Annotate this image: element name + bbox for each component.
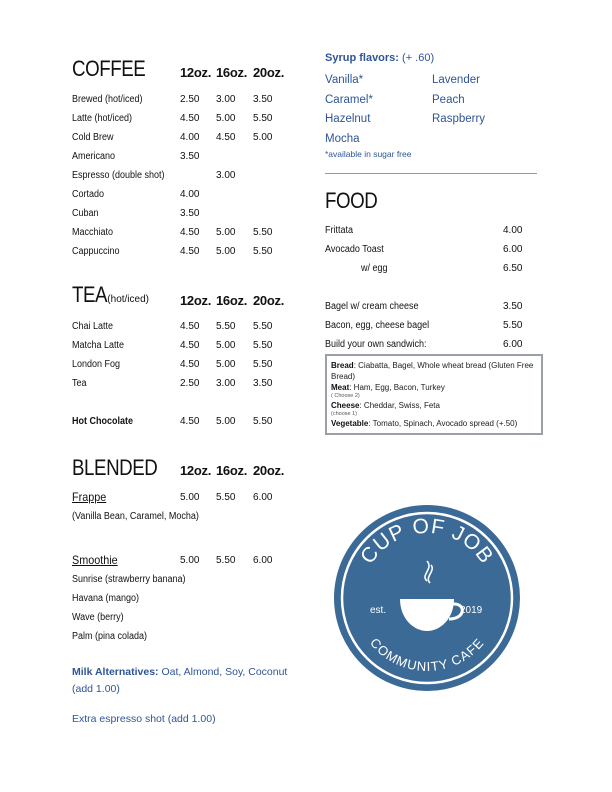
item-price: 4.00 [503,225,523,236]
coffee-size-16: 16oz. [216,65,248,80]
frappe-block [72,488,312,526]
syrup-label: Syrup flavors: [325,52,399,64]
item-name: Brewed (hot/iced) [72,94,143,105]
milk-alternatives [72,664,302,698]
list-item [72,608,312,627]
logo-bottom-text: COMMUNITY CAFE [367,635,487,675]
price-16: 5.00 [216,227,236,238]
item-name: Espresso (double shot) [72,170,165,181]
menu-row [72,336,312,355]
syrup-flavor: Vanilla* [325,74,364,86]
menu-row [72,488,312,507]
price-20: 5.50 [253,416,273,427]
menu-row [72,223,312,242]
coffee-heading: COFFEE [72,56,146,81]
price-12: 2.50 [180,378,200,389]
smoothie-flavor: Wave (berry) [72,612,124,623]
item-name: Bacon, egg, cheese bagel [325,320,430,331]
price-12: 4.50 [180,321,200,332]
item-name: Americano [72,151,116,162]
price-16: 5.00 [216,416,236,427]
list-item [72,589,312,608]
tea-list [72,317,312,431]
syrup-flavor: Caramel* [325,93,373,106]
tea-size-12: 12oz. [180,293,212,308]
smoothie-block [72,551,312,646]
milk-options: Oat, Almond, Soy, Coconut [158,666,288,678]
price-20: 5.50 [253,321,273,332]
item-name: w/ egg [361,263,388,274]
menu-row [72,374,312,393]
item-name: Cappuccino [72,246,120,257]
tea-heading-wrap [72,282,149,308]
price-16: 5.00 [216,113,236,124]
syrup-note: *available in sugar free [325,149,412,159]
menu-row [72,109,312,128]
price-12: 4.00 [180,189,200,200]
tea-size-16: 16oz. [216,293,248,308]
menu-row [72,147,312,166]
menu-row [325,297,525,316]
item-name: Cortado [72,189,105,200]
smoothie-name: Smoothie [72,553,118,567]
price-12: 4.50 [180,416,200,427]
cheese-label: Cheese [331,401,360,410]
price-20: 5.50 [253,359,273,370]
extra-shot: Extra espresso shot (add 1.00) [72,713,216,725]
item-price: 6.00 [503,244,523,255]
menu-row [325,240,525,259]
frappe-flavors-row [72,507,312,526]
price-20: 5.50 [253,227,273,238]
list-item [72,627,312,646]
item-name: Cuban [72,208,99,219]
cafe-logo [332,503,522,693]
price-16: 5.50 [216,492,236,503]
smoothie-flavor: Havana (mango) [72,593,140,604]
menu-row [325,316,525,335]
price-12: 4.00 [180,132,200,143]
blended-size-20: 20oz. [253,463,285,478]
price-12: 5.00 [180,492,200,503]
meat-label: Meat [331,383,350,392]
syrup-flavor: Hazelnut [325,113,371,125]
milk-label: Milk Alternatives: [72,666,159,678]
coffee-list [72,90,312,261]
meat-line [331,382,537,393]
item-price: 6.50 [503,263,523,274]
coffee-size-12: 12oz. [180,65,212,80]
menu-row [325,259,525,278]
tea-size-20: 20oz. [253,293,285,308]
price-12: 3.50 [180,208,200,219]
price-20: 5.50 [253,340,273,351]
menu-row [325,335,525,354]
list-item [72,570,312,589]
milk-add: (add 1.00) [72,683,120,695]
price-16: 5.00 [216,340,236,351]
logo-est: est. [370,605,387,616]
item-price: 6.00 [503,339,523,350]
price-12: 3.50 [180,151,200,162]
syrup-flavor: Mocha [325,132,360,145]
frappe-flavors: (Vanilla Bean, Caramel, Mocha) [72,511,199,522]
item-name: Tea [72,378,87,389]
item-name: Frittata [325,225,354,236]
vegetable-options: : Tomato, Spinach, Avocado spread (+.50) [368,419,518,428]
menu-row [72,317,312,336]
price-12: 4.50 [180,340,200,351]
blended-heading: BLENDED [72,455,158,480]
blended-size-12: 12oz. [180,463,212,478]
smoothie-flavor: Palm (pina colada) [72,631,148,642]
cheese-options: : Cheddar, Swiss, Feta [359,401,440,410]
syrup-flavor: Peach [432,93,465,106]
frappe-name: Frappe [72,490,107,504]
menu-row [72,90,312,109]
meat-note: ( Choose 2) [331,393,360,399]
price-12: 4.50 [180,227,200,238]
item-name: Matcha Latte [72,340,125,351]
cheese-line [331,400,537,411]
price-12: 5.00 [180,555,200,566]
price-20: 5.50 [253,113,273,124]
logo-year: 2019 [460,605,483,616]
price-16: 3.00 [216,378,236,389]
syrup-flavor: Lavender [432,74,480,86]
hot-chocolate-name: Hot Chocolate [72,416,134,427]
price-20: 3.50 [253,378,273,389]
coffee-size-20: 20oz. [253,65,285,80]
price-20: 5.50 [253,246,273,257]
divider [325,173,537,174]
syrup-col-2 [432,71,485,130]
logo-top-text: CUP OF JOB [356,514,499,569]
item-name: Macchiato [72,227,114,238]
price-16: 5.50 [216,321,236,332]
item-price: 5.50 [503,320,523,331]
cheese-note: (choose 1) [331,411,357,417]
syrup-flavor: Raspberry [432,113,486,125]
menu-row [72,204,312,223]
price-12: 4.50 [180,359,200,370]
menu-row [72,551,312,570]
syrup-col-1 [325,71,373,149]
price-12: 2.50 [180,94,200,105]
item-name: Build your own sandwich: [325,339,427,350]
menu-row [325,221,525,240]
price-16: 5.00 [216,246,236,257]
price-20: 6.00 [253,492,273,503]
meat-options: : Ham, Egg, Bacon, Turkey [349,383,445,392]
menu-row [72,185,312,204]
bread-line [331,360,537,382]
menu-row [72,128,312,147]
blended-size-16: 16oz. [216,463,248,478]
vegetable-label: Vegetable [331,419,369,428]
item-name: Cold Brew [72,132,114,143]
price-16: 5.00 [216,359,236,370]
item-name: Latte (hot/iced) [72,113,133,124]
price-16: 4.50 [216,132,236,143]
menu-row [72,355,312,374]
bread-label: Bread [331,361,354,370]
bread-options: : Ciabatta, Bagel, Whole wheat bread (Gluten Free Bread) [331,361,534,381]
vegetable-line [331,418,537,429]
price-12: 4.50 [180,113,200,124]
price-20: 6.00 [253,555,273,566]
sandwich-options-box [325,354,543,435]
syrup-heading [325,52,434,64]
food-heading: FOOD [325,188,378,213]
smoothie-flavor: Sunrise (strawberry banana) [72,574,186,585]
price-20: 5.00 [253,132,273,143]
price-12: 4.50 [180,246,200,257]
tea-heading: TEA [72,282,108,307]
price-16: 3.00 [216,94,236,105]
item-name: Bagel w/ cream cheese [325,301,419,312]
menu-row [72,412,312,431]
food-list [325,221,525,354]
price-16: 3.00 [216,170,236,181]
item-name: Avocado Toast [325,244,384,255]
tea-note: (hot/iced) [107,294,149,305]
menu-row [72,166,312,185]
menu-row [72,242,312,261]
price-16: 5.50 [216,555,236,566]
item-price: 3.50 [503,301,523,312]
item-name: London Fog [72,359,121,370]
item-name: Chai Latte [72,321,114,332]
syrup-price: (+ .60) [398,52,435,64]
price-20: 3.50 [253,94,273,105]
